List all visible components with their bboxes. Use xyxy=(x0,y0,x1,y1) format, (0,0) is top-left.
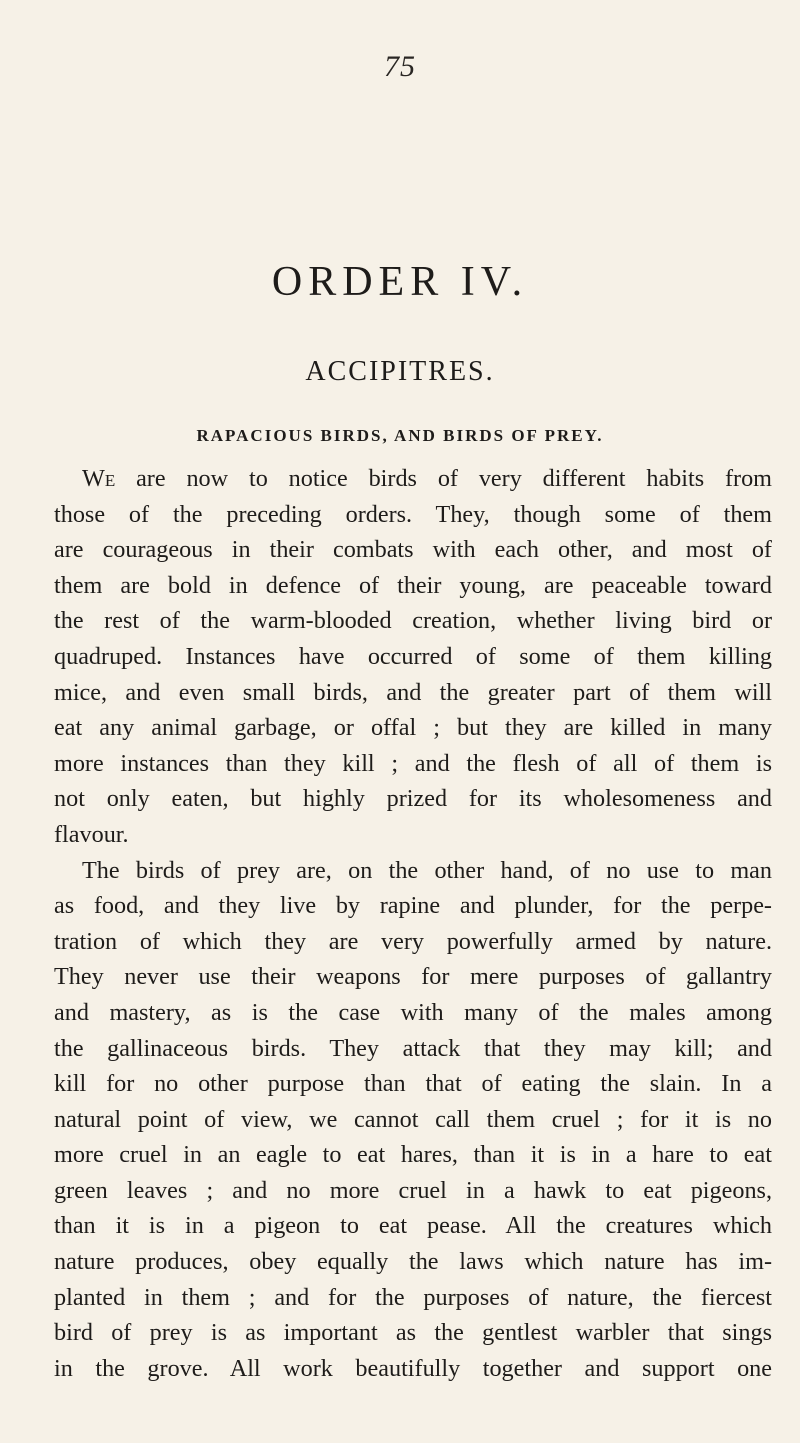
text-line: bird of prey is as important as the gentlest warbler that sings xyxy=(54,1319,772,1347)
text-line: them are bold in defence of their young, are peaceable toward xyxy=(54,571,772,599)
text-line: eat any animal garbage, or offal ; but they are killed in many xyxy=(54,714,772,742)
text-line: mice, and even small birds, and the greater part of them will xyxy=(54,678,772,706)
text-line: natural point of view, we cannot call them cruel ; for it is no xyxy=(54,1105,772,1133)
order-heading: ORDER IV. xyxy=(271,259,529,305)
text-line: The birds of prey are, on the other hand, of no use to man xyxy=(82,856,772,884)
text-line: not only eaten, but highly prized for its wholesomeness and xyxy=(54,785,772,813)
page-number: 75 xyxy=(384,50,416,83)
text-line: flavour. xyxy=(54,820,129,848)
text-line: those of the preceding orders. They, though some of them xyxy=(54,500,772,528)
section-heading: ACCIPITRES. xyxy=(305,356,495,387)
text-line: in the grove. All work beautifully together and support one xyxy=(54,1354,772,1382)
text-line: the gallinaceous birds. They attack that they may kill; and xyxy=(54,1034,772,1062)
text-line: nature produces, obey equally the laws which nature has im- xyxy=(54,1248,772,1276)
text-line: tration of which they are very powerfully armed by nature. xyxy=(54,927,772,955)
text-line: as food, and they live by rapine and plunder, for the perpe- xyxy=(54,892,772,920)
text-line: We are now to notice birds of very different habits from xyxy=(82,465,772,492)
section-subheading: RAPACIOUS BIRDS, AND BIRDS OF PREY. xyxy=(196,426,604,445)
text-line: quadruped. Instances have occurred of some of them killing xyxy=(54,642,772,670)
text-line: kill for no other purpose than that of eating the slain. In a xyxy=(54,1070,772,1098)
text-line: are courageous in their combats with each other, and most of xyxy=(54,536,772,564)
body-text xyxy=(54,461,772,1386)
text-line: planted in them ; and for the purposes of nature, the fiercest xyxy=(54,1283,772,1311)
text-line: more instances than they kill ; and the flesh of all of them is xyxy=(54,749,772,777)
text-line: the rest of the warm-blooded creation, whether living bird or xyxy=(54,607,772,635)
text-line: more cruel in an eagle to eat hares, than it is in a hare to eat xyxy=(54,1141,772,1169)
text-line: green leaves ; and no more cruel in a hawk to eat pigeons, xyxy=(54,1176,772,1204)
drop-word: We xyxy=(82,465,116,492)
text-line: than it is in a pigeon to eat pease. All the creatures which xyxy=(54,1212,772,1240)
text-line: They never use their weapons for mere purposes of gallantry xyxy=(54,963,772,991)
text-line: and mastery, as is the case with many of the males among xyxy=(54,998,772,1026)
